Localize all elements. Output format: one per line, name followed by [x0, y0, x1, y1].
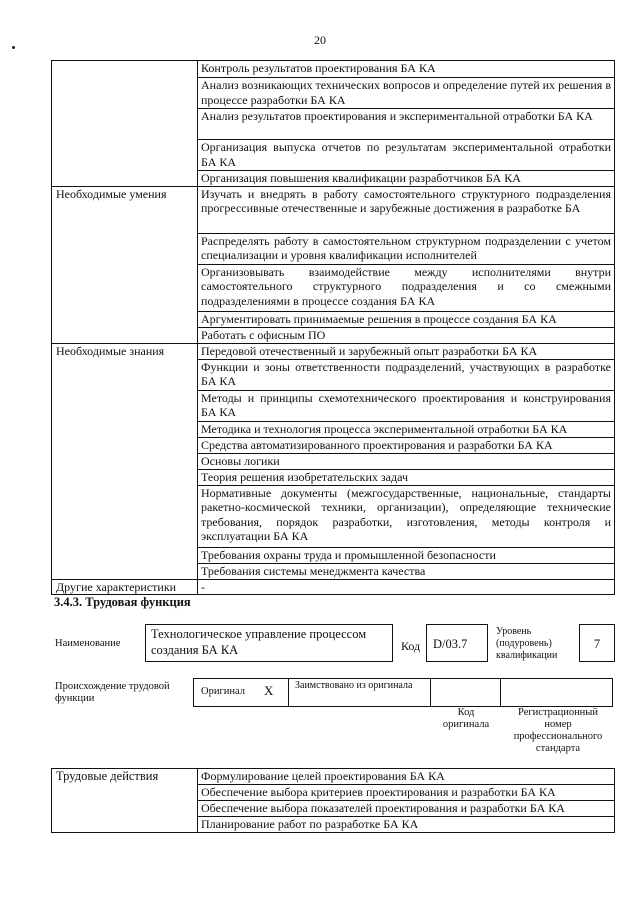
code-original-label: Код оригинала [442, 707, 490, 730]
origin-label: Происхождение трудовой функции [55, 681, 170, 704]
skills-knowledge-table [51, 60, 615, 595]
row-label-skills: Необходимые умения [52, 186, 198, 343]
row-label-knowledge: Необходимые знания [52, 343, 198, 579]
row-label-labor-actions: Трудовые действия [52, 769, 198, 833]
list-item: Изучать и внедрять в работу самостоятельного структурного подразделения прогрессивные отечественные и зарубежные достижения в разработке БА [198, 186, 615, 233]
list-item: Теория решения изобретательских задач [198, 469, 615, 485]
list-item: Контроль результатов проектирования БА КА [198, 61, 615, 78]
original-label: Оригинал [201, 686, 245, 697]
list-item: Нормативные документы (межгосударственные, национальные, стандарты ракетно-космической техники, организации), определяющие технические требования, порядок разработки, изготовления, методы контроля и эксплуатации БА КА [198, 485, 615, 547]
list-item: - [198, 579, 615, 595]
list-item: Методика и технология процесса экспериментальной отработки БА КА [198, 421, 615, 437]
code-value: D/03.7 [433, 637, 468, 651]
row-label-other: Другие характеристики [52, 579, 198, 595]
code-label: Код [401, 639, 421, 653]
name-value: Технологическое управление процессом создания БА КА [151, 627, 367, 657]
labor-actions-table [51, 768, 615, 833]
table-row [52, 769, 615, 785]
origin-divider-3 [500, 678, 501, 707]
list-item: Работать с офисным ПО [198, 327, 615, 343]
list-item: Анализ результатов проектирования и экспериментальной отработки БА КА [198, 109, 615, 140]
origin-divider-1 [288, 678, 289, 707]
level-value: 7 [593, 637, 601, 651]
list-item: Обеспечение выбора показателей проектирования и разработки БА КА [198, 801, 615, 817]
list-item: Организация выпуска отчетов по результатам экспериментальной отработки БА КА [198, 140, 615, 171]
list-item: Методы и принципы схемотехнического проектирования и конструирования БА КА [198, 390, 615, 421]
list-item: Средства автоматизированного проектирования и разработки БА КА [198, 437, 615, 453]
reg-number-label: Регистрационный номер профессионального стандарта [513, 707, 603, 754]
level-label: Уровень (подуровень) квалификации [496, 626, 558, 661]
table-row [52, 343, 615, 359]
original-mark: X [264, 683, 274, 698]
list-item: Аргументировать принимаемые решения в процессе создания БА КА [198, 311, 615, 327]
list-item: Распределять работу в самостоятельном структурном подразделении с учетом специализации и уровня квалификации исполнителей [198, 233, 615, 264]
page-number: 20 [314, 33, 326, 47]
list-item: Анализ возникающих технических вопросов и определение путей их решения в процессе разработки БА КА [198, 78, 615, 109]
list-item: Организация повышения квалификации разработчиков БА КА [198, 171, 615, 187]
row-label-continued [52, 61, 198, 187]
list-item: Функции и зоны ответственности подразделений, участвующих в разработке БА КА [198, 359, 615, 390]
origin-divider-2 [430, 678, 431, 707]
list-item: Основы логики [198, 453, 615, 469]
section-heading: 3.4.3. Трудовая функция [54, 595, 191, 609]
table-row [52, 186, 615, 233]
table-row [52, 61, 615, 78]
table-row [52, 579, 615, 595]
borrowed-label: Заимствовано из оригинала [295, 680, 413, 691]
list-item: Требования охраны труда и промышленной безопасности [198, 547, 615, 563]
list-item: Обеспечение выбора критериев проектирования и разработки БА КА [198, 785, 615, 801]
list-item: Организовывать взаимодействие между исполнителями внутри самостоятельного структурного подразделения и со смежными подразделениями в процессе создания БА КА [198, 264, 615, 311]
list-item: Передовой отечественный и зарубежный опыт разработки БА КА [198, 343, 615, 359]
name-label: Наименование [55, 638, 121, 649]
list-item: Формулирование целей проектирования БА КА [198, 769, 615, 785]
list-item: Планирование работ по разработке БА КА [198, 817, 615, 833]
list-item: Требования системы менеджмента качества [198, 563, 615, 579]
